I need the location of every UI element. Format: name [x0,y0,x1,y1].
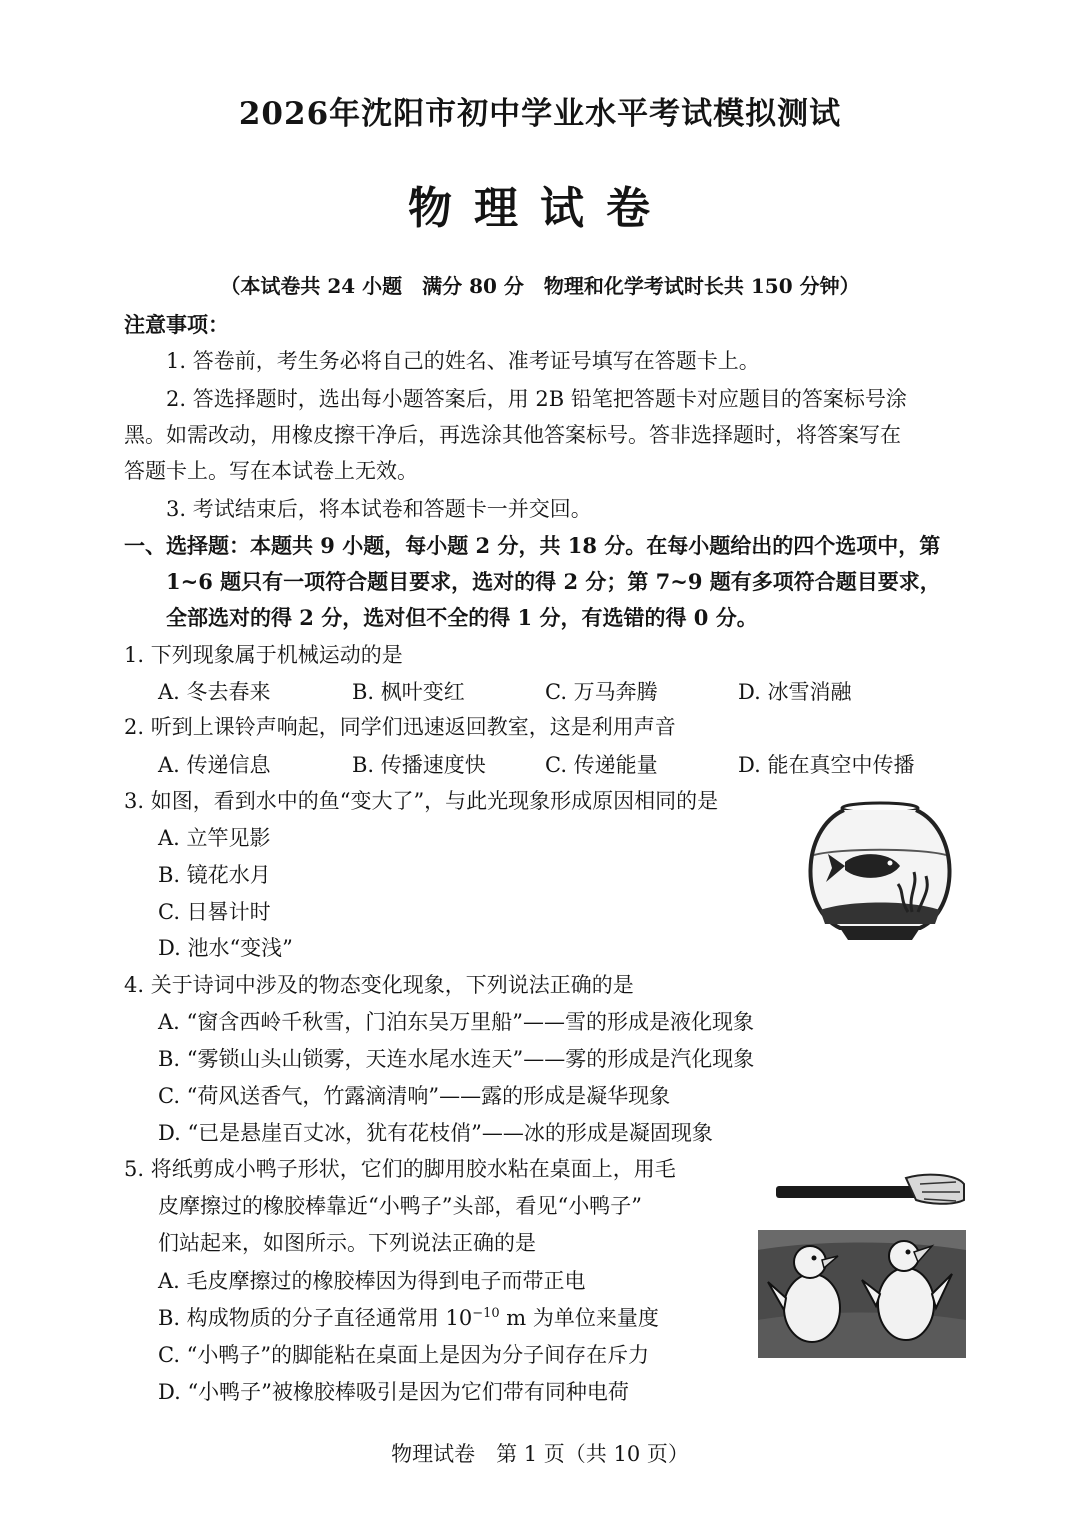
q4-option-d: D. “已是悬崖百丈冰，犹有花枝俏”——冰的形成是凝固现象 [158,1121,713,1145]
note-3: 3. 考试结束后，将本试卷和答题卡一并交回。 [166,497,592,521]
q2-option-c: C. 传递能量 [545,753,658,777]
q5-option-c: C. “小鸭子”的脚能粘在桌面上是因为分子间存在斥力 [158,1343,650,1367]
q5-option-b [158,1302,659,1332]
exam-title: 2026年沈阳市初中学业水平考试模拟测试 [238,96,842,132]
note-2-line-2: 黑。如需改动，用橡皮擦干净后，再选涂其他答案标号。答非选择题时，将答案写在 [124,423,901,447]
q1-option-a: A. 冬去春来 [158,680,271,704]
section-1-line-3: 全部选对的得 2 分，选对但不全的得 1 分，有选错的得 0 分。 [166,605,758,630]
note-1: 1. 答卷前，考生务必将自己的姓名、准考证号填写在答题卡上。 [166,349,760,373]
q2-option-d: D. 能在真空中传播 [738,753,915,777]
exam-subtitle: 物理试卷 [408,183,672,234]
page-footer: 物理试卷 第 1 页（共 10 页） [391,1442,689,1466]
q4-option-c: C. “荷风送香气，竹露滴清响”——露的形成是凝华现象 [158,1084,671,1108]
q2-option-a: A. 传递信息 [158,753,271,777]
section-1-line-2: 1~6 题只有一项符合题目要求，选对的得 2 分；第 7~9 题有多项符合题目要求， [166,569,941,594]
question-5-stem-3: 们站起来，如图所示。下列说法正确的是 [158,1231,536,1255]
q1-option-c: C. 万马奔腾 [545,680,658,704]
q4-option-b: B. “雾锁山头山锁雾，天连水尾水连天”——雾的形成是汽化现象 [158,1047,755,1071]
fishbowl-figure [800,800,960,945]
q5-option-b-text: B. 构成物质的分子直径通常用 10 [158,1306,473,1330]
question-5-stem-2: 皮摩擦过的橡胶棒靠近“小鸭子”头部，看见“小鸭子” [158,1194,642,1218]
q5-option-b-exponent: −10 [472,1306,500,1321]
question-2-stem: 2. 听到上课铃声响起，同学们迅速返回教室，这是利用声音 [124,715,676,739]
section-1-line-1: 一、选择题：本题共 9 小题，每小题 2 分，共 18 分。在每小题给出的四个选项中，第 [124,533,941,558]
q3-option-c: C. 日晷计时 [158,900,271,924]
notes-heading: 注意事项： [124,312,229,337]
q5-option-d: D. “小鸭子”被橡胶棒吸引是因为它们带有同种电荷 [158,1380,629,1404]
question-5-stem-1: 5. 将纸剪成小鸭子形状，它们的脚用胶水粘在桌面上，用毛 [124,1157,676,1181]
q1-option-d: D. 冰雪消融 [738,680,852,704]
question-1-stem: 1. 下列现象属于机械运动的是 [124,643,403,667]
note-2-line-1: 2. 答选择题时，选出每小题答案后，用 2B 铅笔把答题卡对应题目的答案标号涂 [166,387,907,411]
question-4-stem: 4. 关于诗词中涉及的物态变化现象，下列说法正确的是 [124,973,634,997]
q3-option-d: D. 池水“变浅” [158,936,293,960]
q3-option-b: B. 镜花水月 [158,863,271,887]
rubber-rod-ducks-figure [756,1170,968,1360]
question-3-stem: 3. 如图，看到水中的鱼“变大了”，与此光现象形成原因相同的是 [124,789,719,813]
q5-option-b-unit: m 为单位来量度 [499,1306,659,1330]
q1-option-b: B. 枫叶变红 [352,680,465,704]
exam-info: （本试卷共 24 小题 满分 80 分 物理和化学考试时长共 150 分钟） [220,274,860,298]
q4-option-a: A. “窗含西岭千秋雪，门泊东吴万里船”——雪的形成是液化现象 [158,1010,754,1034]
q2-option-b: B. 传播速度快 [352,753,486,777]
note-2-line-3: 答题卡上。写在本试卷上无效。 [124,459,418,483]
q5-option-a: A. 毛皮摩擦过的橡胶棒因为得到电子而带正电 [158,1269,586,1293]
q3-option-a: A. 立竿见影 [158,826,271,850]
